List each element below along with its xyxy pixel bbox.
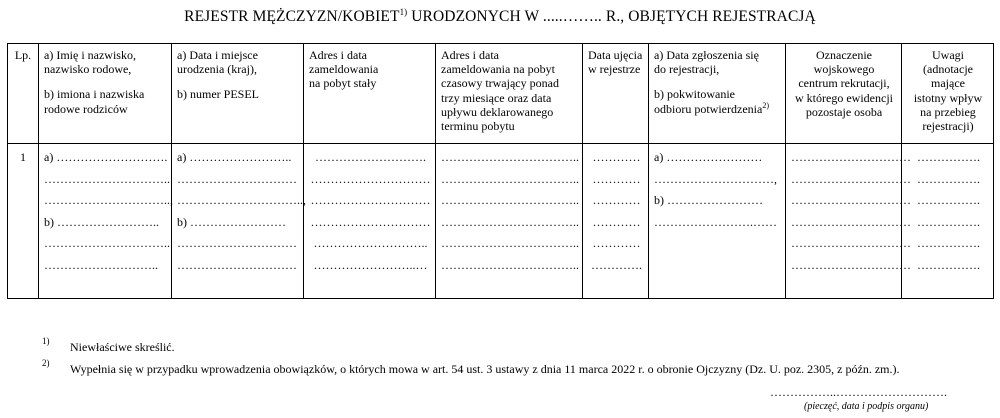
header-row <box>8 44 994 144</box>
header-permanent-address: Adres i data zameldowania na pobyt stały <box>304 44 436 144</box>
signature-line[interactable]: ……………..………………………. <box>770 385 947 399</box>
title-text: REJESTR MĘŻCZYZN/KOBIET <box>184 8 400 25</box>
cell-remarks[interactable]: ……………. ……………. ……………. ……………. ……………. ……………. <box>902 144 994 299</box>
cell-military-center[interactable]: ………………………… ………………………… ………………………… ………………………… ………………………… ………………………… <box>786 144 902 299</box>
header-lp: Lp. <box>8 44 39 144</box>
cell-registration[interactable]: a) …………………… …………………………, b) …………………… …………………….…… <box>649 144 786 299</box>
cell-birth[interactable]: a) …………………….. ………………………… ………………………….., b) …………………… ………………………… ………………………… <box>172 144 304 299</box>
title-rest: URODZONYCH W .....…….. R., OBJĘTYCH REJESTRACJĄ <box>407 8 816 25</box>
table-row <box>8 144 994 299</box>
header-military-center: Oznaczenie wojskowego centrum rekrutacji, w którego ewidencji pozostaje osoba <box>786 44 902 144</box>
cell-lp: 1 <box>8 144 39 299</box>
cell-register-date[interactable]: ………… ………… ………… ………… ………… …………. <box>583 144 649 299</box>
cell-temporary-address[interactable]: …………………………….. …………………………….. …………………………….. …………………………….. …………………………….. …………………………….. <box>436 144 583 299</box>
header-name: a) Imię i nazwisko, nazwisko rodowe, b) imiona i nazwiska rodowe rodziców <box>39 44 172 144</box>
signature-caption: (pieczęć, data i podpis organu) <box>804 401 929 412</box>
footnote-number: 2) <box>42 358 50 368</box>
header-remarks: Uwagi (adnotacje mające istotny wpływ na przebieg rejestracji) <box>902 44 994 144</box>
header-register-date: Data ujęcia w rejestrze <box>583 44 649 144</box>
header-registration: a) Data zgłoszenia się do rejestracji, b) pokwitowanie odbioru potwierdzenia$^{2)}$ <box>649 44 786 144</box>
cell-permanent-address[interactable]: ………………………. ………………………… ………………………… ………………………… ……………………….. ……………………..… <box>304 144 436 299</box>
footnote-number: 1) <box>42 336 50 346</box>
document-title <box>0 8 1000 26</box>
footnote-text: Niewłaściwe skreślić. <box>70 340 175 354</box>
header-birth: a) Data i miejsce urodzenia (kraj), b) numer PESEL <box>172 44 304 144</box>
header-temporary-address: Adres i data zameldowania na pobyt czasowy trwający ponad trzy miesiące oraz data upływu deklarowanego terminu pobytu <box>436 44 583 144</box>
title-footnote-ref: 1) <box>399 6 408 17</box>
cell-name[interactable]: a) ………………………. ………………………….. ………………………….., b) …………………….. ………………………….. ……………………….. <box>39 144 172 299</box>
register-table <box>7 43 994 299</box>
footnote-text: Wypełnia się w przypadku wprowadzenia obowiązków, o których mowa w art. 54 ust. 3 ustawy z dnia 11 marca 2022 r. o obronie Ojczyzny (Dz. U. poz. 2305, z późn. zm.). <box>70 362 900 376</box>
footnote-ref-2: 2) <box>762 100 769 110</box>
